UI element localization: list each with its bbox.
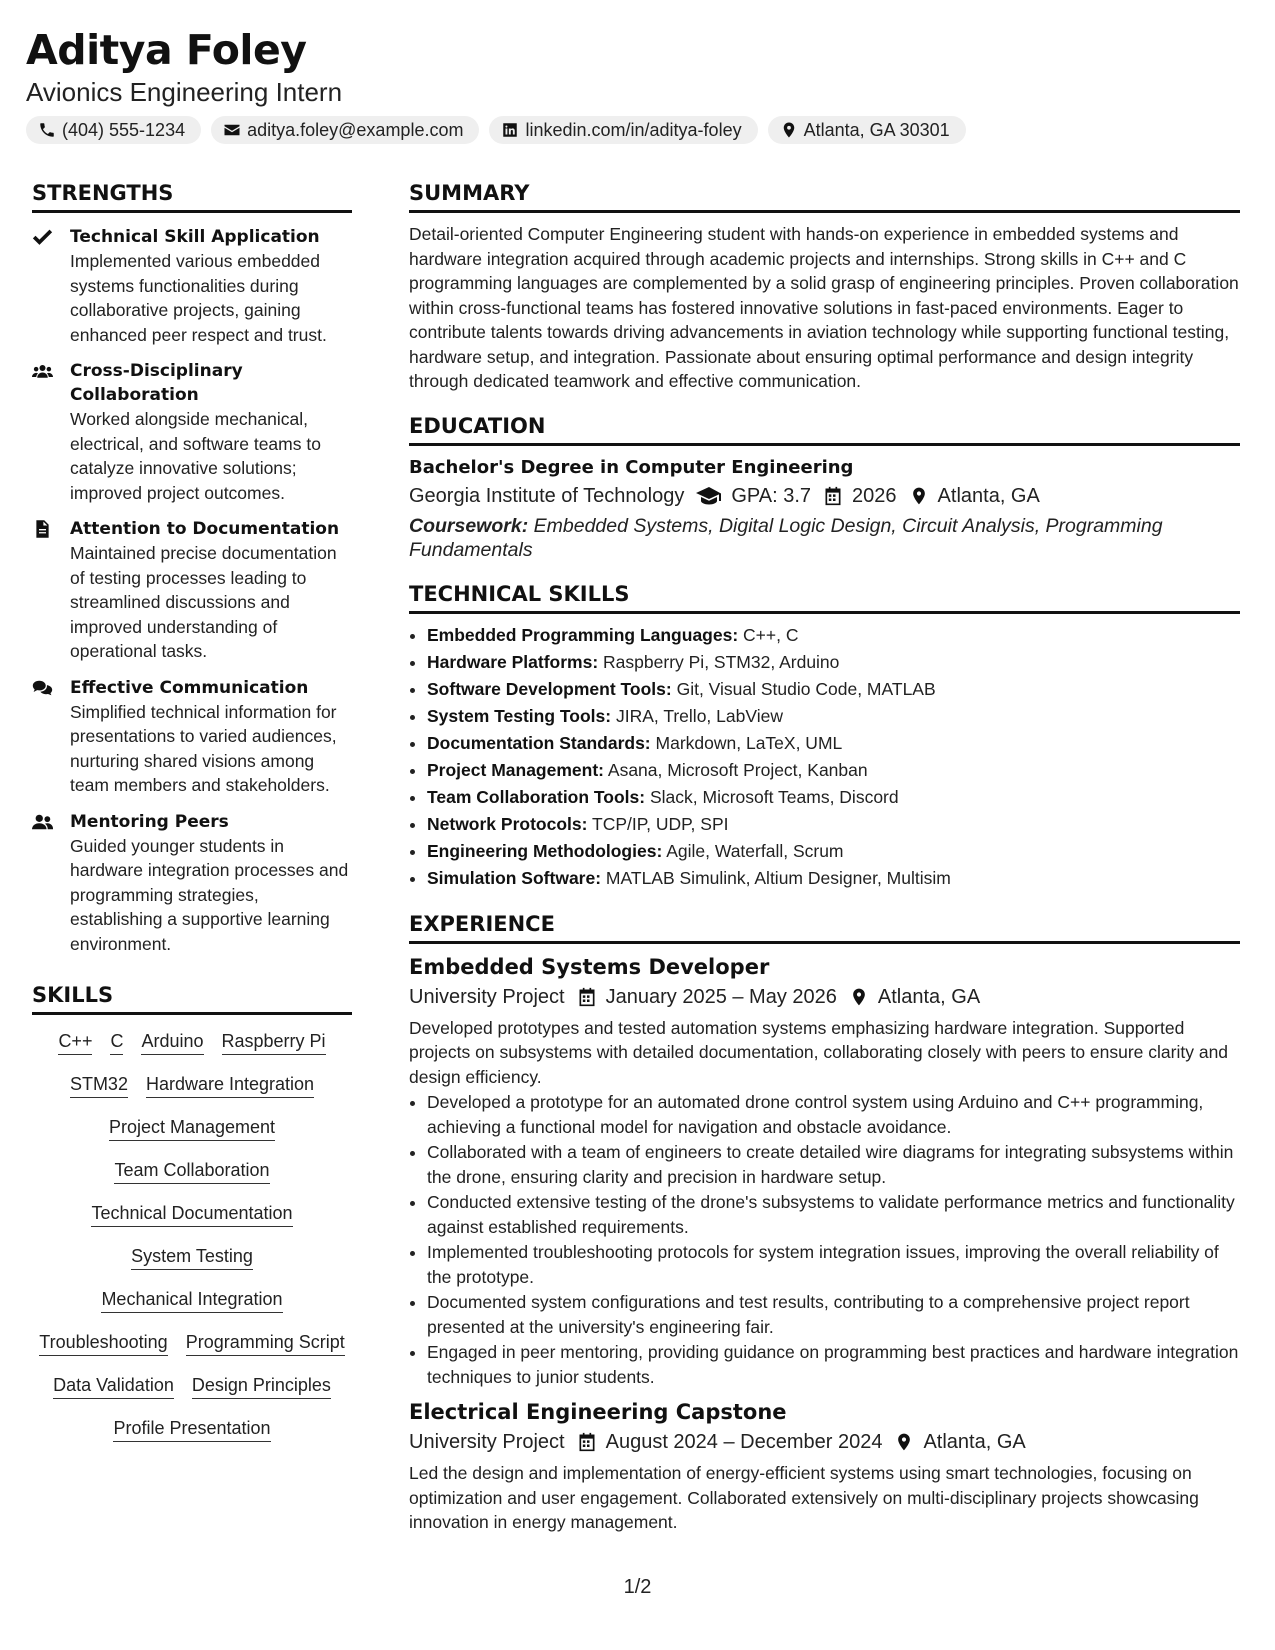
job-title: Electrical Engineering Capstone — [409, 1400, 787, 1424]
contact-phone — [26, 116, 201, 144]
resume-header — [26, 24, 1256, 144]
education-meta — [409, 481, 1240, 511]
location-pin-icon — [909, 486, 929, 506]
list-item: • Network Protocols: TCP/IP, UDP, SPI — [427, 811, 1240, 838]
skills-tag-cloud — [32, 1029, 352, 1442]
summary-title: SUMMARY — [409, 178, 1240, 213]
skill-tag: STM32 — [70, 1072, 128, 1098]
list-item: • Embedded Programming Languages: C++, C — [427, 622, 1240, 649]
job-org: University Project — [409, 985, 565, 1008]
list-item: • Team Collaboration Tools: Slack, Microsoft Teams, Discord — [427, 784, 1240, 811]
skill-tag: Mechanical Integration — [101, 1287, 282, 1313]
skill-tag: C++ — [58, 1029, 92, 1055]
skills-title: SKILLS — [32, 980, 352, 1015]
calendar-icon — [823, 486, 843, 506]
technical-skills-list — [409, 622, 1240, 892]
job-location: Atlanta, GA — [923, 1431, 1026, 1453]
strength-item — [32, 676, 352, 798]
strength-desc: Guided younger students in hardware integration processes and programming strategies, establishing a supportive learning environment. — [70, 835, 349, 954]
list-item: • Implemented troubleshooting protocols for system integration issues, improving the overall reliability of the prototype. — [427, 1240, 1240, 1289]
grad-year: 2026 — [852, 484, 897, 507]
contact-email[interactable] — [211, 116, 479, 144]
location-pin-icon — [780, 121, 798, 139]
skill-tag: Team Collaboration — [114, 1158, 269, 1184]
skill-tag: Troubleshooting — [39, 1330, 167, 1356]
page-number: 1/2 — [623, 1576, 652, 1598]
users-group-icon — [32, 362, 53, 380]
strength-desc: Worked alongside mechanical, electrical, and software teams to catalyze innovative solutions; improved project outcomes. — [70, 409, 321, 503]
technical-skills-title: TECHNICAL SKILLS — [409, 579, 1240, 614]
email-text: aditya.foley@example.com — [247, 119, 464, 140]
strength-desc: Simplified technical information for presentations to varied audiences, nurturing shared visions among team members and stakeholders. — [70, 701, 337, 795]
job-meta — [409, 1427, 1240, 1457]
job-org: University Project — [409, 1431, 565, 1453]
linkedin-text: linkedin.com/in/aditya-foley — [525, 119, 742, 140]
strength-title: Mentoring Peers — [70, 811, 229, 832]
strength-item — [32, 810, 352, 957]
strength-item — [32, 359, 352, 505]
coursework — [409, 514, 1240, 562]
skill-tag: Raspberry Pi — [222, 1029, 326, 1055]
list-item: • Engineering Methodologies: Agile, Waterfall, Scrum — [427, 838, 1240, 865]
location-text: Atlanta, GA 30301 — [803, 119, 950, 140]
right-column — [409, 178, 1240, 1535]
strength-desc: Maintained precise documentation of testing processes leading to streamlined discussions and improved understanding of operational tasks. — [70, 543, 337, 661]
strength-item — [32, 517, 352, 664]
list-item: • Collaborated with a team of engineers to create detailed wire diagrams for integrating subsystems within the drone, ensuring clarity and precision in hardware setup. — [427, 1140, 1240, 1189]
list-item: • Software Development Tools: Git, Visual Studio Code, MATLAB — [427, 676, 1240, 703]
coursework-list: Embedded Systems, Digital Logic Design, Circuit Analysis, Programming Fundamentals — [409, 514, 1163, 561]
skill-tag: Arduino — [141, 1029, 203, 1055]
strength-title: Attention to Documentation — [70, 519, 340, 539]
list-item: • Engaged in peer mentoring, providing guidance on programming best practices and hardware integration techniques to junior students. — [427, 1340, 1240, 1389]
candidate-name: Aditya Foley — [26, 26, 307, 74]
job-title: Embedded Systems Developer — [409, 954, 770, 979]
skill-tag: Hardware Integration — [146, 1072, 314, 1098]
job-description: Led the design and implementation of energy-efficient systems using smart technologies, focusing on optimization and user engagement. Collaborated extensively on multi-disciplinary projects showcasing innovation in energy management. — [409, 1463, 1199, 1532]
contact-linkedin[interactable] — [489, 116, 757, 144]
skill-tag: Profile Presentation — [113, 1416, 270, 1442]
calendar-icon — [577, 987, 597, 1007]
strengths-title: STRENGTHS — [32, 178, 352, 213]
user-pair-icon — [32, 813, 53, 831]
list-item: • Documented system configurations and test results, contributing to a comprehensive project report presented at the university's engineering fair. — [427, 1290, 1240, 1339]
strength-title: Effective Communication — [70, 677, 309, 698]
skill-tag: C — [110, 1029, 123, 1055]
job-dates: January 2025 – May 2026 — [605, 985, 837, 1008]
list-item: • System Testing Tools: JIRA, Trello, LabView — [427, 703, 1240, 730]
experience-item — [409, 1397, 1240, 1535]
list-item: • Conducted extensive testing of the drone's subsystems to validate performance metrics and functionality against established requirements. — [427, 1190, 1240, 1239]
calendar-icon — [577, 1432, 597, 1452]
school-location: Atlanta, GA — [937, 484, 1040, 507]
strength-title: Cross-Disciplinary Collaboration — [70, 361, 243, 405]
list-item: • Documentation Standards: Markdown, LaTeX, UML — [427, 730, 1240, 757]
job-location: Atlanta, GA — [877, 985, 981, 1008]
school-name: Georgia Institute of Technology — [409, 484, 685, 507]
envelope-icon — [223, 121, 241, 139]
education-title: EDUCATION — [409, 411, 1240, 446]
checkmark-icon — [32, 228, 53, 246]
experience-item — [409, 952, 1240, 1390]
contact-location — [768, 116, 966, 144]
strength-item — [32, 225, 352, 347]
gpa-text: GPA: 3.7 — [731, 484, 812, 507]
list-item: • Developed a prototype for an automated drone control system using Arduino and C++ programming, achieving a functional model for navigation and obstacle avoidance. — [427, 1090, 1240, 1139]
list-item: • Project Management: Asana, Microsoft Project, Kanban — [427, 757, 1240, 784]
contact-bar — [26, 116, 1256, 144]
list-item: • Simulation Software: MATLAB Simulink, Altium Designer, Multisim — [427, 865, 1240, 892]
skill-tag: System Testing — [131, 1244, 253, 1270]
skill-tag: Programming Script — [186, 1330, 345, 1356]
list-item: • Hardware Platforms: Raspberry Pi, STM32, Arduino — [427, 649, 1240, 676]
skill-tag: Project Management — [109, 1115, 275, 1141]
experience-title: EXPERIENCE — [409, 909, 1240, 944]
summary-text: Detail-oriented Computer Engineering student with hands-on experience in embedded systems and hardware integration acquired through academic projects and internships. Strong skills in C++ and C programming languages are complemented by a solid grasp of engineering principles. Proven collaboration within cross-functional teams has fostered innovative solutions in fast-paced environments. Eager to contribute talents towards driving advancements in aviation technology while supporting functional testing, hardware setup, and integration. Passionate about ensuring optimal performance and design integrity through dedicated teamwork and effective communication. — [409, 224, 1239, 391]
strength-title: Technical Skill Application — [70, 227, 320, 247]
left-column — [32, 178, 352, 1442]
skill-tag: Data Validation — [53, 1373, 174, 1399]
phone-text: (404) 555-1234 — [62, 119, 186, 140]
chat-bubbles-icon — [32, 679, 53, 697]
document-icon — [32, 520, 53, 538]
coursework-label: Coursework: — [409, 514, 529, 537]
degree-name: Bachelor's Degree in Computer Engineering — [409, 456, 854, 478]
job-description: Developed prototypes and tested automation systems emphasizing hardware integration. Supported projects on subsystems with detailed documentation, collaborating closely with peers to ensure clarity and design efficiency. — [409, 1017, 1229, 1087]
graduation-cap-icon — [696, 486, 722, 506]
skill-tag: Technical Documentation — [91, 1201, 292, 1227]
linkedin-icon — [501, 121, 519, 139]
strength-desc: Implemented various embedded systems functionalities during collaborative projects, gaining enhanced peer respect and trust. — [70, 251, 327, 345]
job-dates: August 2024 – December 2024 — [605, 1431, 883, 1453]
phone-icon — [38, 121, 56, 139]
job-meta — [409, 982, 1240, 1012]
location-pin-icon — [894, 1432, 914, 1452]
location-pin-icon — [849, 987, 869, 1007]
job-bullets — [409, 1090, 1240, 1389]
skill-tag: Design Principles — [192, 1373, 331, 1399]
candidate-role: Avionics Engineering Intern — [26, 77, 343, 107]
